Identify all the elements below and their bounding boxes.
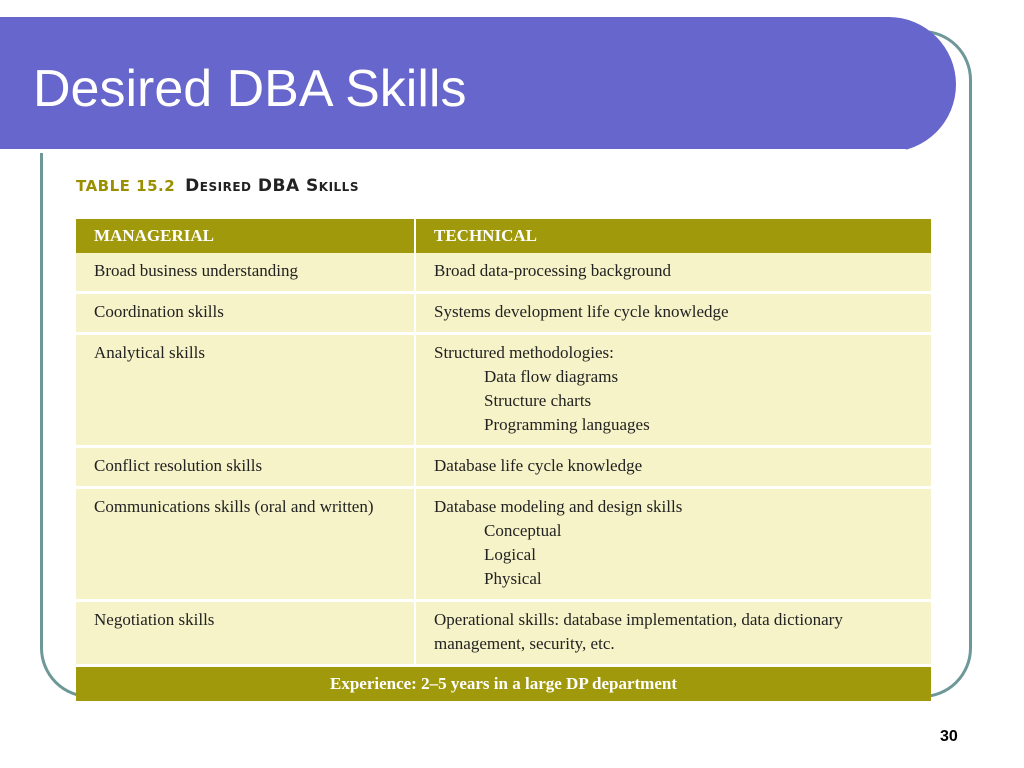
technical-subitem: Programming languages <box>484 415 650 434</box>
title-bar <box>0 17 956 152</box>
table-header-row <box>76 219 931 253</box>
technical-subitem: Logical <box>484 545 536 564</box>
technical-cell <box>415 253 931 293</box>
table-row <box>76 334 931 447</box>
technical-cell <box>415 447 931 488</box>
technical-subitem: Conceptual <box>484 521 562 540</box>
table-number: TABLE 15.2 <box>76 177 176 195</box>
managerial-cell: Coordination skills <box>76 293 415 334</box>
table-row <box>76 293 931 334</box>
table-row <box>76 253 931 293</box>
technical-subitem: Data flow diagrams <box>484 367 619 386</box>
table-row <box>76 601 931 666</box>
technical-cell <box>415 293 931 334</box>
technical-cell <box>415 488 931 601</box>
technical-subitem: Structure charts <box>484 391 592 410</box>
technical-text: Database modeling and design skills <box>434 497 683 516</box>
table-caption <box>76 176 359 196</box>
technical-cell <box>415 601 931 666</box>
title-underline <box>0 149 906 153</box>
table-footer-row <box>76 666 931 702</box>
technical-subitem: Physical <box>484 569 542 588</box>
technical-text: Systems development life cycle knowledge <box>434 302 729 321</box>
skills-table <box>76 219 931 701</box>
technical-text: Database life cycle knowledge <box>434 456 643 475</box>
header-managerial: MANAGERIAL <box>76 219 415 253</box>
managerial-cell: Broad business understanding <box>76 253 415 293</box>
managerial-cell: Negotiation skills <box>76 601 415 666</box>
technical-text: Broad data-processing background <box>434 261 671 280</box>
managerial-cell: Communications skills (oral and written) <box>76 488 415 601</box>
technical-text: Structured methodologies: <box>434 343 614 362</box>
header-technical: TECHNICAL <box>415 219 931 253</box>
table-row <box>76 488 931 601</box>
experience-footer: Experience: 2–5 years in a large DP department <box>76 666 931 702</box>
technical-cell <box>415 334 931 447</box>
slide-title: Desired DBA Skills <box>33 60 467 118</box>
managerial-cell: Analytical skills <box>76 334 415 447</box>
page-number: 30 <box>940 728 958 745</box>
technical-text: Operational skills: database implementation, data dictionary management, security, etc. <box>434 610 843 653</box>
table-row <box>76 447 931 488</box>
managerial-cell: Conflict resolution skills <box>76 447 415 488</box>
table-title: Desired DBA Skills <box>185 176 359 196</box>
